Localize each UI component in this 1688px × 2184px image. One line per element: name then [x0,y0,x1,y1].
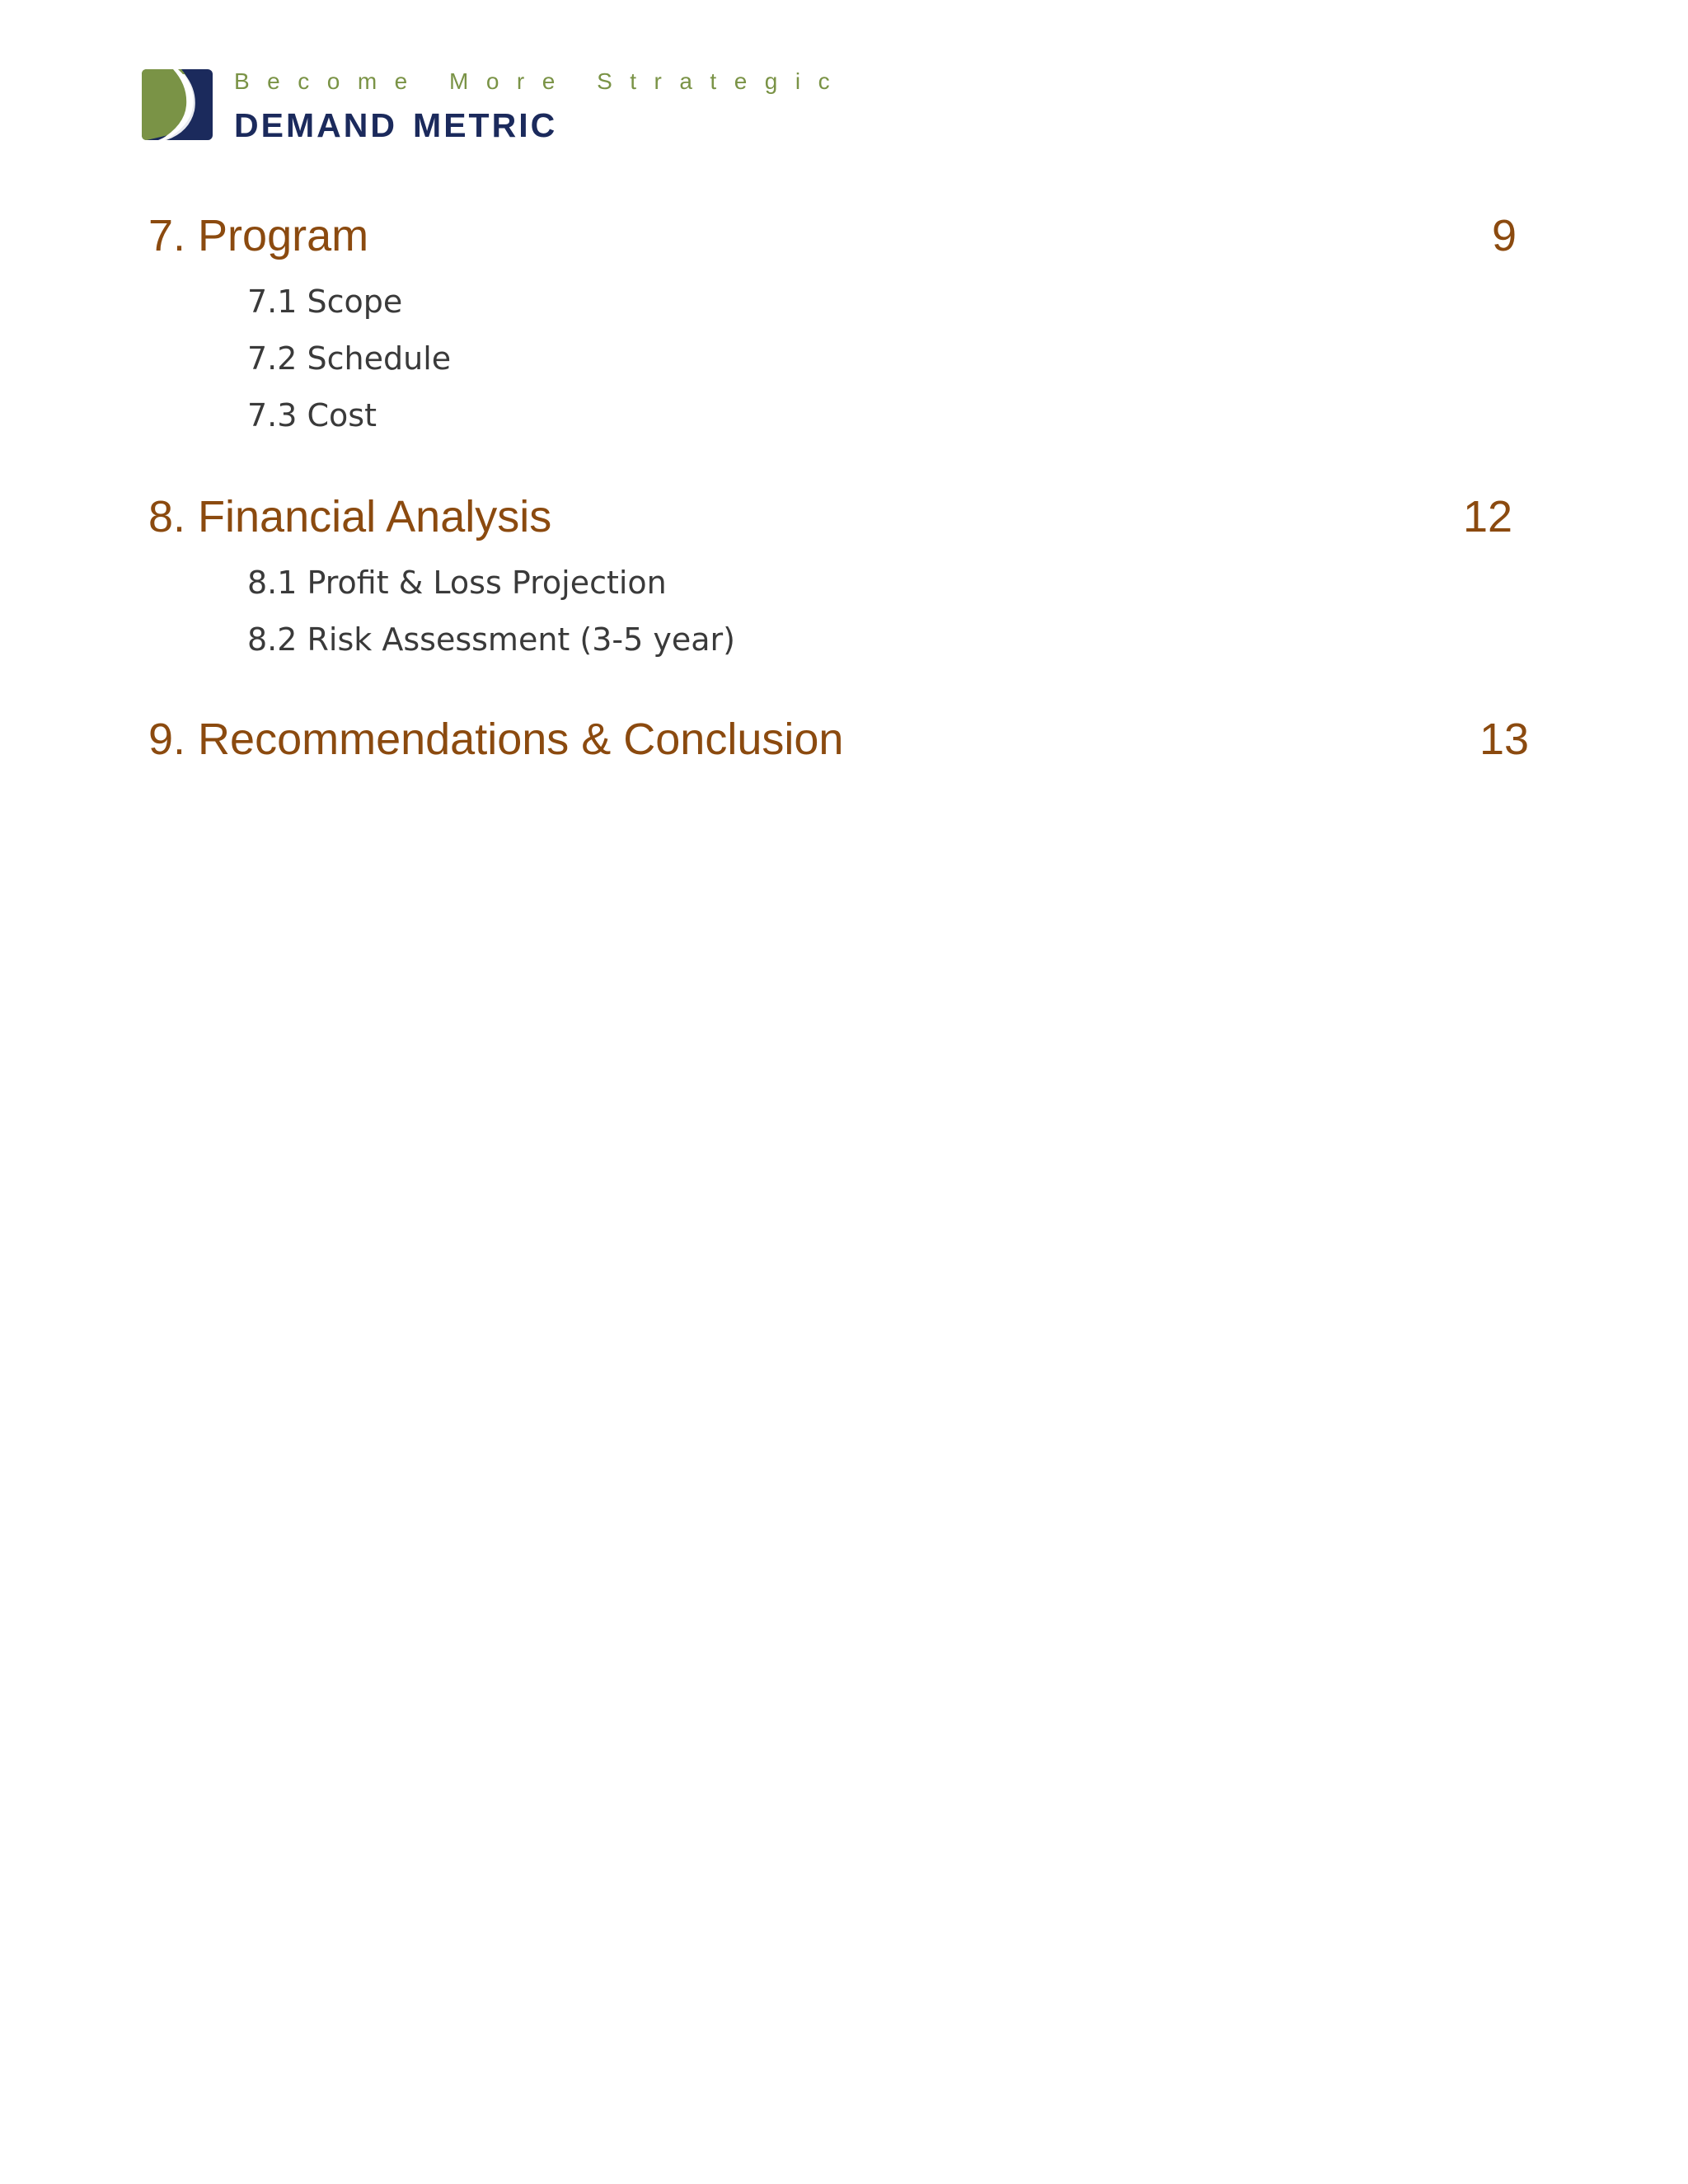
toc-section-program [148,206,1541,444]
toc-subsection-profit-loss[interactable]: 8.1 Profit & Loss Projection [247,565,667,601]
logo-tagline: Become More Strategic [234,68,848,94]
toc-subsection-risk-assessment[interactable]: 8.2 Risk Assessment (3-5 year) [247,621,735,658]
toc-subsection-schedule[interactable]: 7.2 Schedule [247,340,452,377]
toc-section-page-number[interactable]: 12 [1463,492,1513,541]
toc-section-header [148,487,1541,546]
toc-section-title[interactable]: 7. Program [148,211,369,260]
toc-section-financial-analysis [148,487,1541,668]
logo-brand-name: demand metric [234,94,558,148]
toc-section-header [148,710,1541,769]
toc-section-page-number[interactable]: 13 [1479,715,1530,764]
toc-subsection-scope[interactable]: 7.1 Scope [247,284,403,320]
toc-section-header [148,206,1541,265]
toc-section-page-number[interactable]: 9 [1492,211,1517,260]
table-of-contents [148,206,1541,769]
toc-subsection-list [148,555,1541,668]
toc-section-recommendations [148,710,1541,769]
demand-metric-logo [142,68,848,148]
toc-subsection-cost[interactable]: 7.3 Cost [247,397,377,434]
toc-section-title[interactable]: 8. Financial Analysis [148,492,552,541]
demand-metric-logo-icon [142,69,213,140]
toc-subsection-list [148,274,1541,444]
toc-section-title[interactable]: 9. Recommendations & Conclusion [148,715,844,764]
